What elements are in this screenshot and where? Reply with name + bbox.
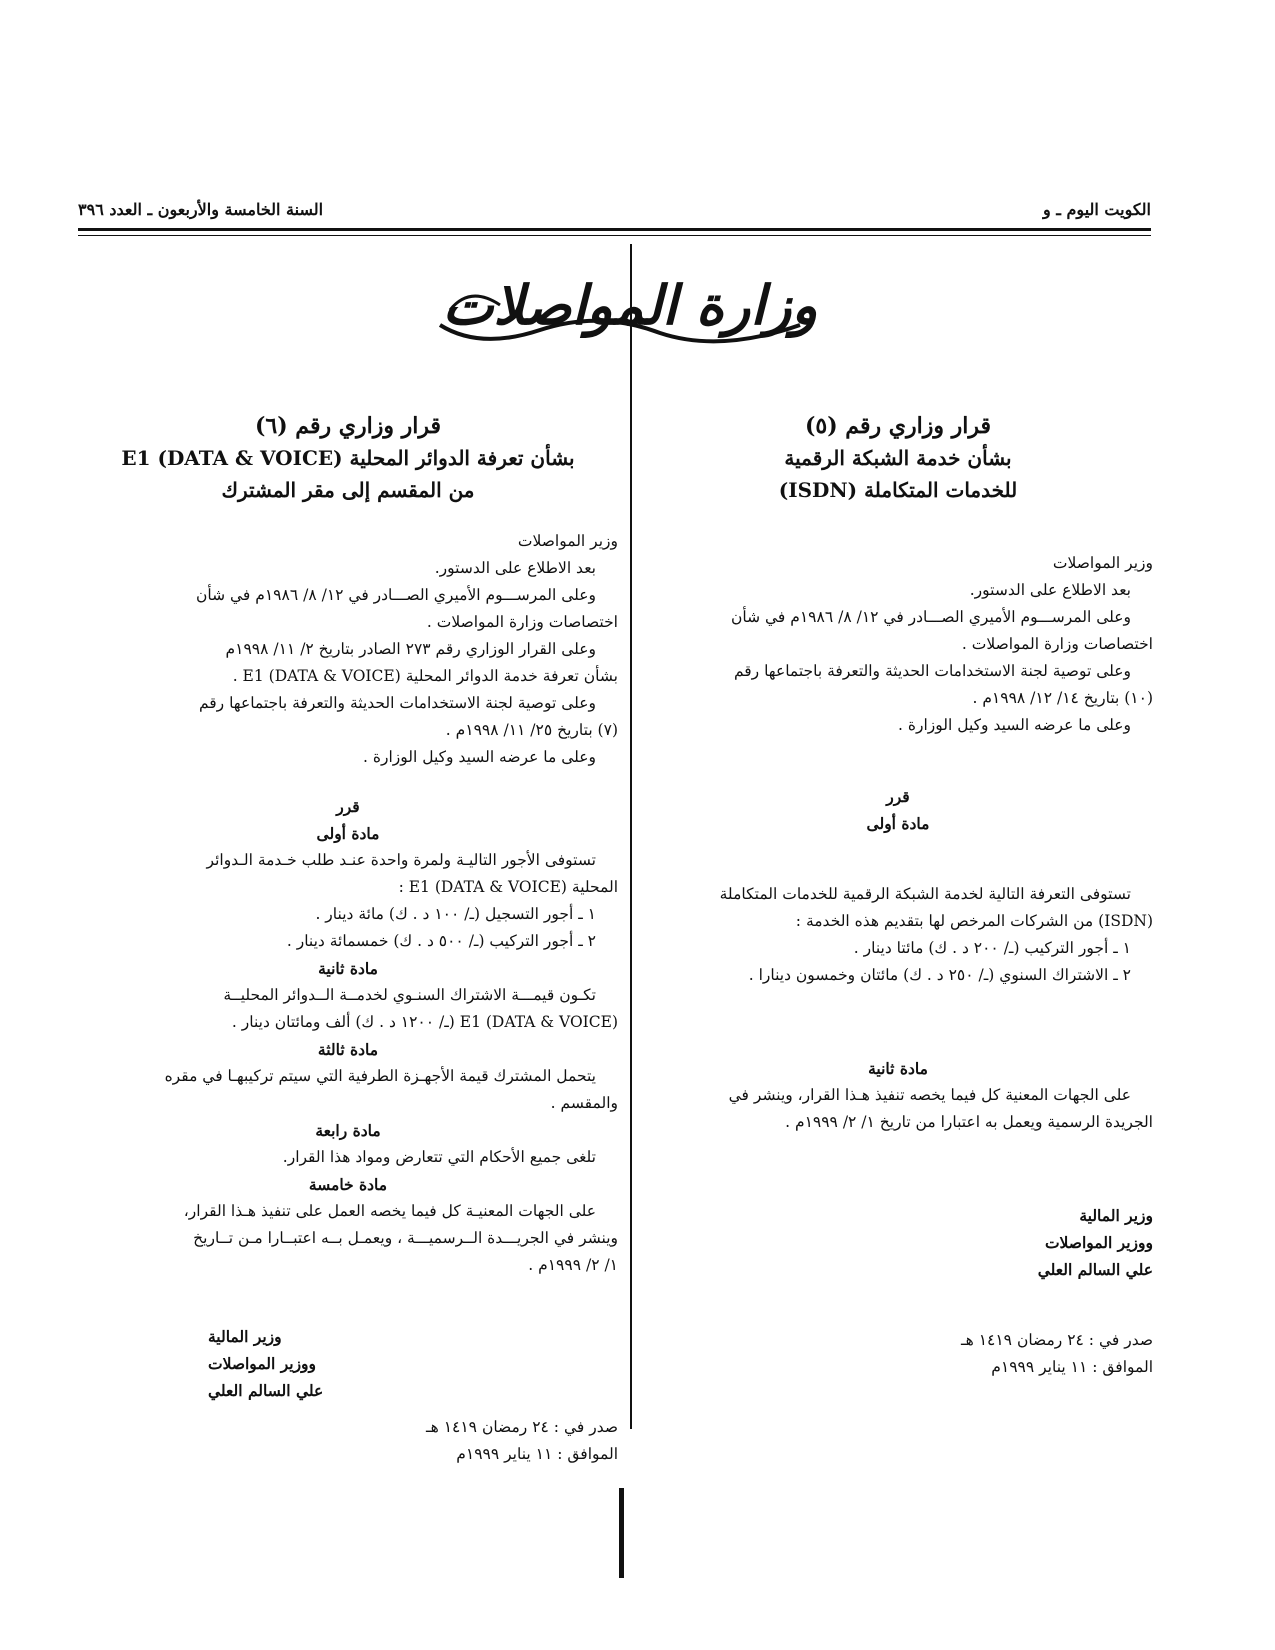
ministry-title: وزارة المواصلات — [442, 273, 818, 337]
decree-5-intro-0: وزير المواصلات — [1052, 554, 1153, 572]
decree-6-intro-6: وعلى توصية لجنة الاستخدامات الحديثة والتعرفة باجتماعها رقم — [198, 694, 596, 712]
decree-5-signature-1: ووزير المواصلات — [1044, 1233, 1153, 1252]
header-rule-thin — [78, 235, 1151, 236]
decree-6-signature-0: وزير المالية — [208, 1327, 282, 1346]
gazette-name: الكويت اليوم ـ و — [1042, 200, 1151, 219]
decree-6-article1-line-0: تستوفى الأجور التاليـة ولمرة واحدة عنـد طلب خـدمة الـدوائر — [206, 851, 596, 869]
decree-6-title: قرار وزاري رقم (٦) — [254, 413, 441, 439]
decree-6-article1-line-2: ١ ـ أجور التسجيل (ـ/ ١٠٠ د . ك) مائة دينار . — [315, 905, 596, 923]
decree-6-intro-1: بعد الاطلاع على الدستور. — [434, 559, 596, 577]
decree-6-article5-line-1: وينشر في الجريـــدة الــرسميـــة ، ويعمـل بــه اعتبــارا مـن تــاريخ — [193, 1229, 618, 1247]
decree-6-subtitle-2: من المقسم إلى مقر المشترك — [221, 478, 475, 502]
decree-5-issued-hijri: صدر في : ٢٤ رمضان ١٤١٩ هـ — [961, 1331, 1153, 1349]
decree-5-signature-0: وزير المالية — [1079, 1206, 1153, 1225]
decree-5-intro-2: وعلى المرســـوم الأميري الصـــادر في ١٢/ ٨/ ١٩٨٦م في شأن — [730, 608, 1131, 626]
decree-5-subtitle-2: للخدمات المتكاملة (ISDN) — [778, 478, 1018, 502]
decree-6-intro-3: اختصاصات وزارة المواصلات . — [426, 613, 618, 631]
decree-5-article1-line-3: ٢ ـ الاشتراك السنوي (ـ/ ٢٥٠ د . ك) مائتان وخمسون دينارا . — [748, 966, 1131, 984]
decree-5-article1-line-2: ١ ـ أجور التركيب (ـ/ ٢٠٠ د . ك) مائتا دينار . — [853, 939, 1131, 957]
decree-5-issued-gregorian: الموافق : ١١ يناير ١٩٩٩م — [991, 1358, 1153, 1376]
scan-mark — [619, 1488, 624, 1578]
decree-6-article3-line-1: والمقسم . — [550, 1094, 618, 1112]
decree-6-signature-2: علي السالم العلي — [208, 1381, 324, 1400]
decree-5-article1-line-0: تستوفى التعرفة التالية لخدمة الشبكة الرقمية للخدمات المتكاملة — [719, 885, 1131, 903]
decree-6-intro-8: وعلى ما عرضه السيد وكيل الوزارة . — [363, 748, 596, 766]
decree-5-title: قرار وزاري رقم (٥) — [804, 413, 991, 439]
decree-5-intro-3: اختصاصات وزارة المواصلات . — [961, 635, 1153, 653]
decree-6-article1-line-3: ٢ ـ أجور التركيب (ـ/ ٥٠٠ د . ك) خمسمائة دينار . — [286, 932, 596, 950]
decree-5-intro-1: بعد الاطلاع على الدستور. — [969, 581, 1131, 599]
decree-6-article1-line-1: المحلية E1 (DATA & VOICE) : — [398, 878, 618, 896]
decree-5-intro-6: وعلى ما عرضه السيد وكيل الوزارة . — [898, 716, 1131, 734]
decree-6-article1-title: مادة أولى — [316, 824, 380, 843]
decree-5-article2-line-1: الجريدة الرسمية ويعمل به اعتبارا من تاريخ ١/ ٢/ ١٩٩٩م . — [785, 1113, 1153, 1131]
decree-6-issued-hijri: صدر في : ٢٤ رمضان ١٤١٩ هـ — [426, 1418, 618, 1436]
decree-6-intro-5: بشأن تعرفة خدمة الدوائر المحلية E1 (DATA & VOICE) . — [232, 667, 618, 685]
gazette-issue: السنة الخامسة والأربعون ـ العدد ٣٩٦ — [78, 200, 324, 219]
decree-6-article3-line-0: يتحمل المشترك قيمة الأجهـزة الطرفية التي سيتم تركيبهـا في مقره — [164, 1067, 596, 1085]
decree-5-signature-2: علي السالم العلي — [1037, 1260, 1153, 1279]
decree-5 — [643, 410, 1153, 1381]
decree-5-intro-4: وعلى توصية لجنة الاستخدامات الحديثة والتعرفة باجتماعها رقم — [733, 662, 1131, 680]
decree-6-signature-1: ووزير المواصلات — [208, 1354, 317, 1373]
decree-5-subtitle-1: بشأن خدمة الشبكة الرقمية — [784, 446, 1012, 470]
decree-6 — [78, 410, 618, 1468]
decree-6-issued-gregorian: الموافق : ١١ يناير ١٩٩٩م — [456, 1445, 618, 1463]
decree-5-decided: قرر — [886, 787, 910, 806]
decree-5-article1-title: مادة أولى — [866, 814, 930, 833]
decree-5-intro-5: (١٠) بتاريخ ١٤/ ١٢/ ١٩٩٨م . — [972, 689, 1153, 707]
decree-6-article5-line-2: ١/ ٢/ ١٩٩٩م . — [528, 1256, 618, 1274]
decree-6-intro-0: وزير المواصلات — [517, 532, 618, 550]
decree-6-article4-title: مادة رابعة — [315, 1121, 381, 1140]
column-divider — [630, 244, 632, 1429]
decree-6-article4-line-0: تلغى جميع الأحكام التي تتعارض ومواد هذا القرار. — [282, 1148, 596, 1166]
decree-6-intro-2: وعلى المرســـوم الأميري الصـــادر في ١٢/ ٨/ ١٩٨٦م في شأن — [195, 586, 596, 604]
decree-6-article2-line-1: E1 (DATA & VOICE) (ـ/ ١٢٠٠ د . ك) ألف ومائتان دينار . — [231, 1013, 618, 1031]
decree-6-article2-title: مادة ثانية — [318, 959, 378, 978]
decree-6-article5-title: مادة خامسة — [308, 1175, 388, 1194]
decree-6-article2-line-0: تكـون قيمـــة الاشتراك السنـوي لخدمــة الــدوائر المحليــة — [223, 986, 596, 1004]
header-rule-thick — [78, 228, 1151, 231]
decree-5-article2-title: مادة ثانية — [868, 1059, 928, 1078]
decree-6-article3-title: مادة ثالثة — [317, 1040, 379, 1059]
decree-6-intro-7: (٧) بتاريخ ٢٥/ ١١/ ١٩٩٨م . — [445, 721, 618, 739]
decree-6-intro-4: وعلى القرار الوزاري رقم ٢٧٣ الصادر بتاريخ ٢/ ١١/ ١٩٩٨م — [225, 640, 596, 658]
decree-5-article1-line-1: (ISDN) من الشركات المرخص لها بتقديم هذه الخدمة : — [795, 912, 1153, 930]
decree-6-decided: قرر — [336, 797, 360, 816]
decree-6-subtitle-1: بشأن تعرفة الدوائر المحلية E1 (DATA & VOICE) — [121, 446, 575, 470]
decree-5-article2-line-0: على الجهات المعنية كل فيما يخصه تنفيذ هـذا القرار، وينشر في — [728, 1086, 1131, 1104]
decree-6-article5-line-0: على الجهات المعنيـة كل فيما يخصه العمل على تنفيذ هـذا القرار، — [183, 1202, 596, 1220]
